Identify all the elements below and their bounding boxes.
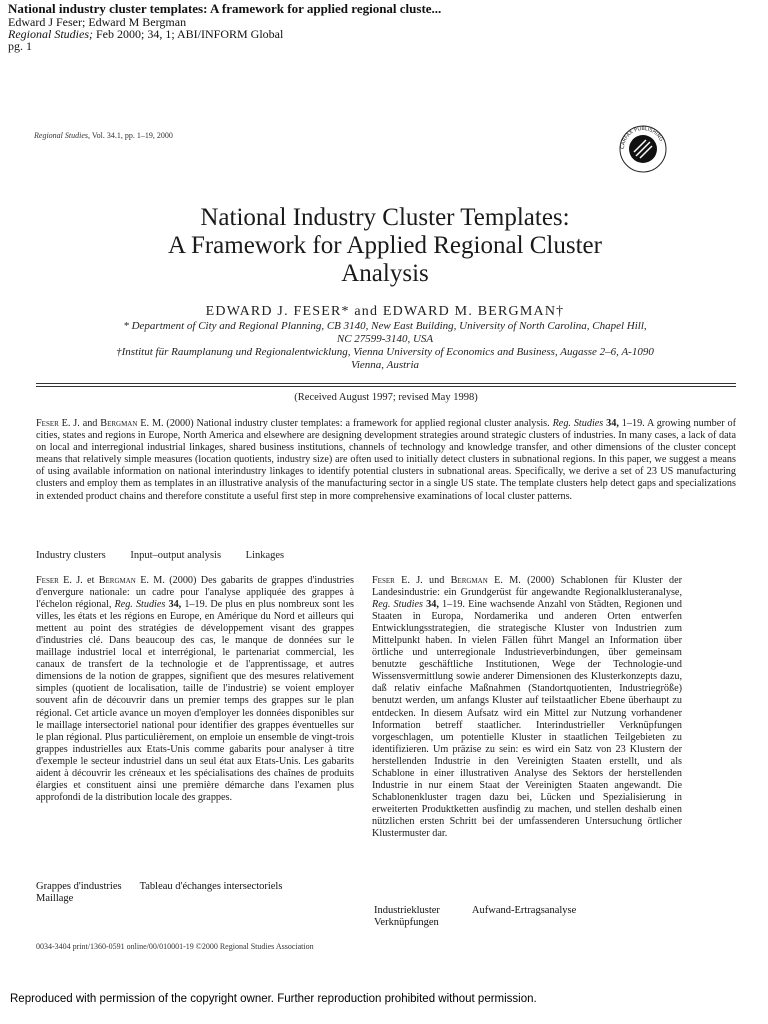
affiliation-2-line-2: Vienna, Austria bbox=[350, 359, 420, 371]
keyword: Industriekluster bbox=[374, 905, 440, 916]
source-citation bbox=[8, 28, 441, 40]
keywords-german bbox=[374, 905, 694, 929]
french-citation: E. M. (2000) Des gabarits de grappes d'industries d'envergure nationale: un cadre pour l'analyse appliquée des grappes à l'échelon régional, bbox=[36, 575, 354, 611]
title-line-3: Analysis bbox=[341, 260, 429, 287]
keyword: Verknüpfungen bbox=[374, 917, 439, 928]
source-authors: Edward J Feser; Edward M Bergman bbox=[8, 15, 187, 29]
abstract-english bbox=[36, 418, 736, 503]
affiliation-2-line-1: †Institut für Raumplanung und Regionalentwicklung, Vienna University of Economics and Business, Augasse 2–6, A-1090 bbox=[116, 346, 654, 358]
publisher-logo-icon bbox=[618, 124, 668, 174]
abstract-journal: Reg. Studies bbox=[552, 418, 604, 429]
issn-line: 0034-3404 print/1360-0591 online/00/010001-19 ©2000 Regional Studies Association bbox=[36, 942, 314, 951]
abstract-initials: E. J. and bbox=[58, 418, 101, 429]
affiliation-1 bbox=[20, 320, 750, 346]
affiliation-1-line-2: NC 27599-3140, USA bbox=[336, 333, 434, 345]
article-title bbox=[40, 204, 730, 288]
article-authors: EDWARD J. FESER* and EDWARD M. BERGMAN† bbox=[205, 304, 565, 319]
french-author-1: Feser bbox=[36, 575, 59, 586]
divider-rule bbox=[36, 383, 736, 387]
keyword: Maillage bbox=[36, 893, 74, 904]
title-line-2: A Framework for Applied Regional Cluster bbox=[168, 232, 602, 259]
german-volume: 34, bbox=[422, 599, 439, 611]
french-body: 1–19. De plus en plus nombreux sont les villes, les états et les régions en Europe, en Amérique du Nord et ailleurs qui mettent au point des stratégies de développement visant des grappes d'industries clé. Dans beaucoup des cas, le manque de données sur le maillage industriel local et interrégional, le partenariat commercial, les canaux de transfert de la technologie et de l'apprentissage, et autres dimensions de la notion de grappes, signifient que des mesures relativement simples (quotient de localisation, taille de l'industrie) se voient employer souvent afin de découvrir dans un premier temps des grappes sur le plan régional. Cet article avance un moyen d'employer les données disponibles sur le maillage intersectoriel national pour identifier des grappes éventuelles sur le plan régional. Plus particulièrement, on emploie un ensemble de vingt-trois grappes industrielles aux Etats-Unis comme gabarits pour analyser à titre d'exemple le secteur industriel dans un seul état aux Etats-Unis. Les gabarits aident à découvrir les créneaux et les spécialisations des chaînes de produits élargies et constituent ainsi une première démarche dans l'examen plus approfondi de la distribution locale des grappes. bbox=[36, 599, 354, 803]
keyword: Input–output analysis bbox=[130, 550, 222, 561]
german-author-1: Feser bbox=[372, 575, 395, 586]
received-dates: (Received August 1997; revised May 1998) bbox=[294, 392, 478, 403]
affiliation-2 bbox=[20, 346, 750, 372]
keyword: Aufwand-Ertragsanalyse bbox=[471, 905, 577, 916]
source-journal: Regional Studies; bbox=[8, 27, 93, 41]
abstract-french bbox=[36, 575, 354, 804]
keyword: Industry clusters bbox=[36, 550, 106, 561]
source-issue: Feb 2000; 34, 1; ABI/INFORM Global bbox=[92, 27, 284, 41]
keywords-french bbox=[36, 881, 356, 905]
french-volume: 34, bbox=[165, 599, 182, 611]
journal-details: Vol. 34.1, pp. 1–19, 2000 bbox=[90, 131, 173, 140]
abstract-author-1: Feser bbox=[36, 418, 59, 429]
german-citation: E. M. (2000) Schablonen für Kluster der Landesindustrie: ein Grundgerüst für angewandte Regionalklusteranalyse, bbox=[372, 575, 682, 599]
svg-text:CARFAX PUBLISHING: CARFAX PUBLISHING bbox=[619, 125, 665, 150]
abstract-body: 1–19. A growing number of cities, states and regions in Europe, North America and elsewhere are designing development strategies around strategic clusters of industries. In many cases, a lack of data on local and interregional industrial linkages, shared business institutions, channels of technology and knowledge transfer, and other dimensions of the cluster concept means that relatively simple measures (location quotients, industry size) are often used to initially detect clusters in subnational regions. In this paper, we suggest a means of using available information on national interindustry linkages to identify potential clusters in subnational areas. Specifically, we derive a set of 23 US manufacturing clusters and employ them as templates in an illustrative analysis of the manufacturing sector in a single US state. The template clusters help detect gaps and specializations in extended product chains and therefore constitute a useful first step in more comprehensive examinations of local cluster patterns. bbox=[36, 418, 737, 502]
abstract-german bbox=[372, 575, 682, 840]
source-title: National industry cluster templates: A framework for applied regional cluste... bbox=[8, 1, 442, 16]
keyword: Grappes d'industries bbox=[36, 881, 122, 892]
german-journal: Reg. Studies bbox=[372, 599, 423, 611]
title-line-1: National Industry Cluster Templates: bbox=[200, 204, 570, 231]
source-header bbox=[8, 2, 441, 52]
copyright-footer: Reproduced with permission of the copyright owner. Further reproduction prohibited without permission. bbox=[10, 993, 537, 1005]
abstract-author-2: Bergman bbox=[100, 418, 138, 429]
german-body: 1–19. Eine wachsende Anzahl von Städten, Regionen und Staaten in Europa, Nordamerika und anderen Orten entwerfen Entwicklungsstrategien, die strategische Kluster von Industrien zum Mittelpunkt haben. In vielen Fällen führt Mangel an Information über örtliche und unterregionale Industrieverbindungen, über gemeinsam benutzte geschäftliche Institutionen, Wege der Technologie-und Wissensvermittlung sowie anderer Dimensionen des Klusterkonzepts dazu, daß relativ einfache Maßnahmen (Standortquotienten, Industriegröße) benutzt werden, um anfangs Kluster auf teilstaatlicher Ebene überhaupt zu entdecken. In diesem Aufsatz wird ein Mittel zur Nutzung vorhandener Information betreff staatlicher. Interindustrieller Verknüpfungen vorgeschlagen, um potentielle Kluster in staatlichen Teilgebieten zu identifizieren. Um präzise zu sein: es wird ein Satz von 23 Klustern der herstellenden Industrie in den Vereinigten Staaten erstellt, und als Schablone in einer illustrativen Analyse des Sektors der herstellenden Industrie in nur einem Staat der Vereinigten Staaten angewandt. Die Schablonenkluster tragen dazu bei, Lücken und Spezialisierung in erweiterten Produktketten ausfindig zu machen, und stellen deshalb einen nützlichen ersten Schritt bei der umfassenderen Untersuchung örtlicher Klustermuster dar. bbox=[372, 599, 682, 839]
french-initials: E. J. et bbox=[58, 575, 99, 586]
french-journal: Reg. Studies bbox=[114, 599, 166, 611]
source-page: pg. 1 bbox=[8, 39, 32, 53]
journal-name: Regional Studies, bbox=[34, 131, 90, 140]
german-initials: E. J. und bbox=[394, 575, 451, 586]
keywords-english bbox=[36, 550, 736, 561]
journal-line bbox=[34, 131, 173, 140]
abstract-volume: 34, bbox=[603, 418, 619, 429]
keyword: Tableau d'échanges intersectoriels bbox=[139, 881, 283, 892]
keyword: Linkages bbox=[245, 550, 285, 561]
affiliation-1-line-1: * Department of City and Regional Planning, CB 3140, New East Building, University of North Carolina, Chapel Hill, bbox=[123, 320, 647, 332]
abstract-citation: E. M. (2000) National industry cluster templates: a framework for applied regional cluster analysis. bbox=[137, 418, 553, 429]
french-author-2: Bergman bbox=[98, 575, 136, 586]
german-author-2: Bergman bbox=[450, 575, 488, 586]
